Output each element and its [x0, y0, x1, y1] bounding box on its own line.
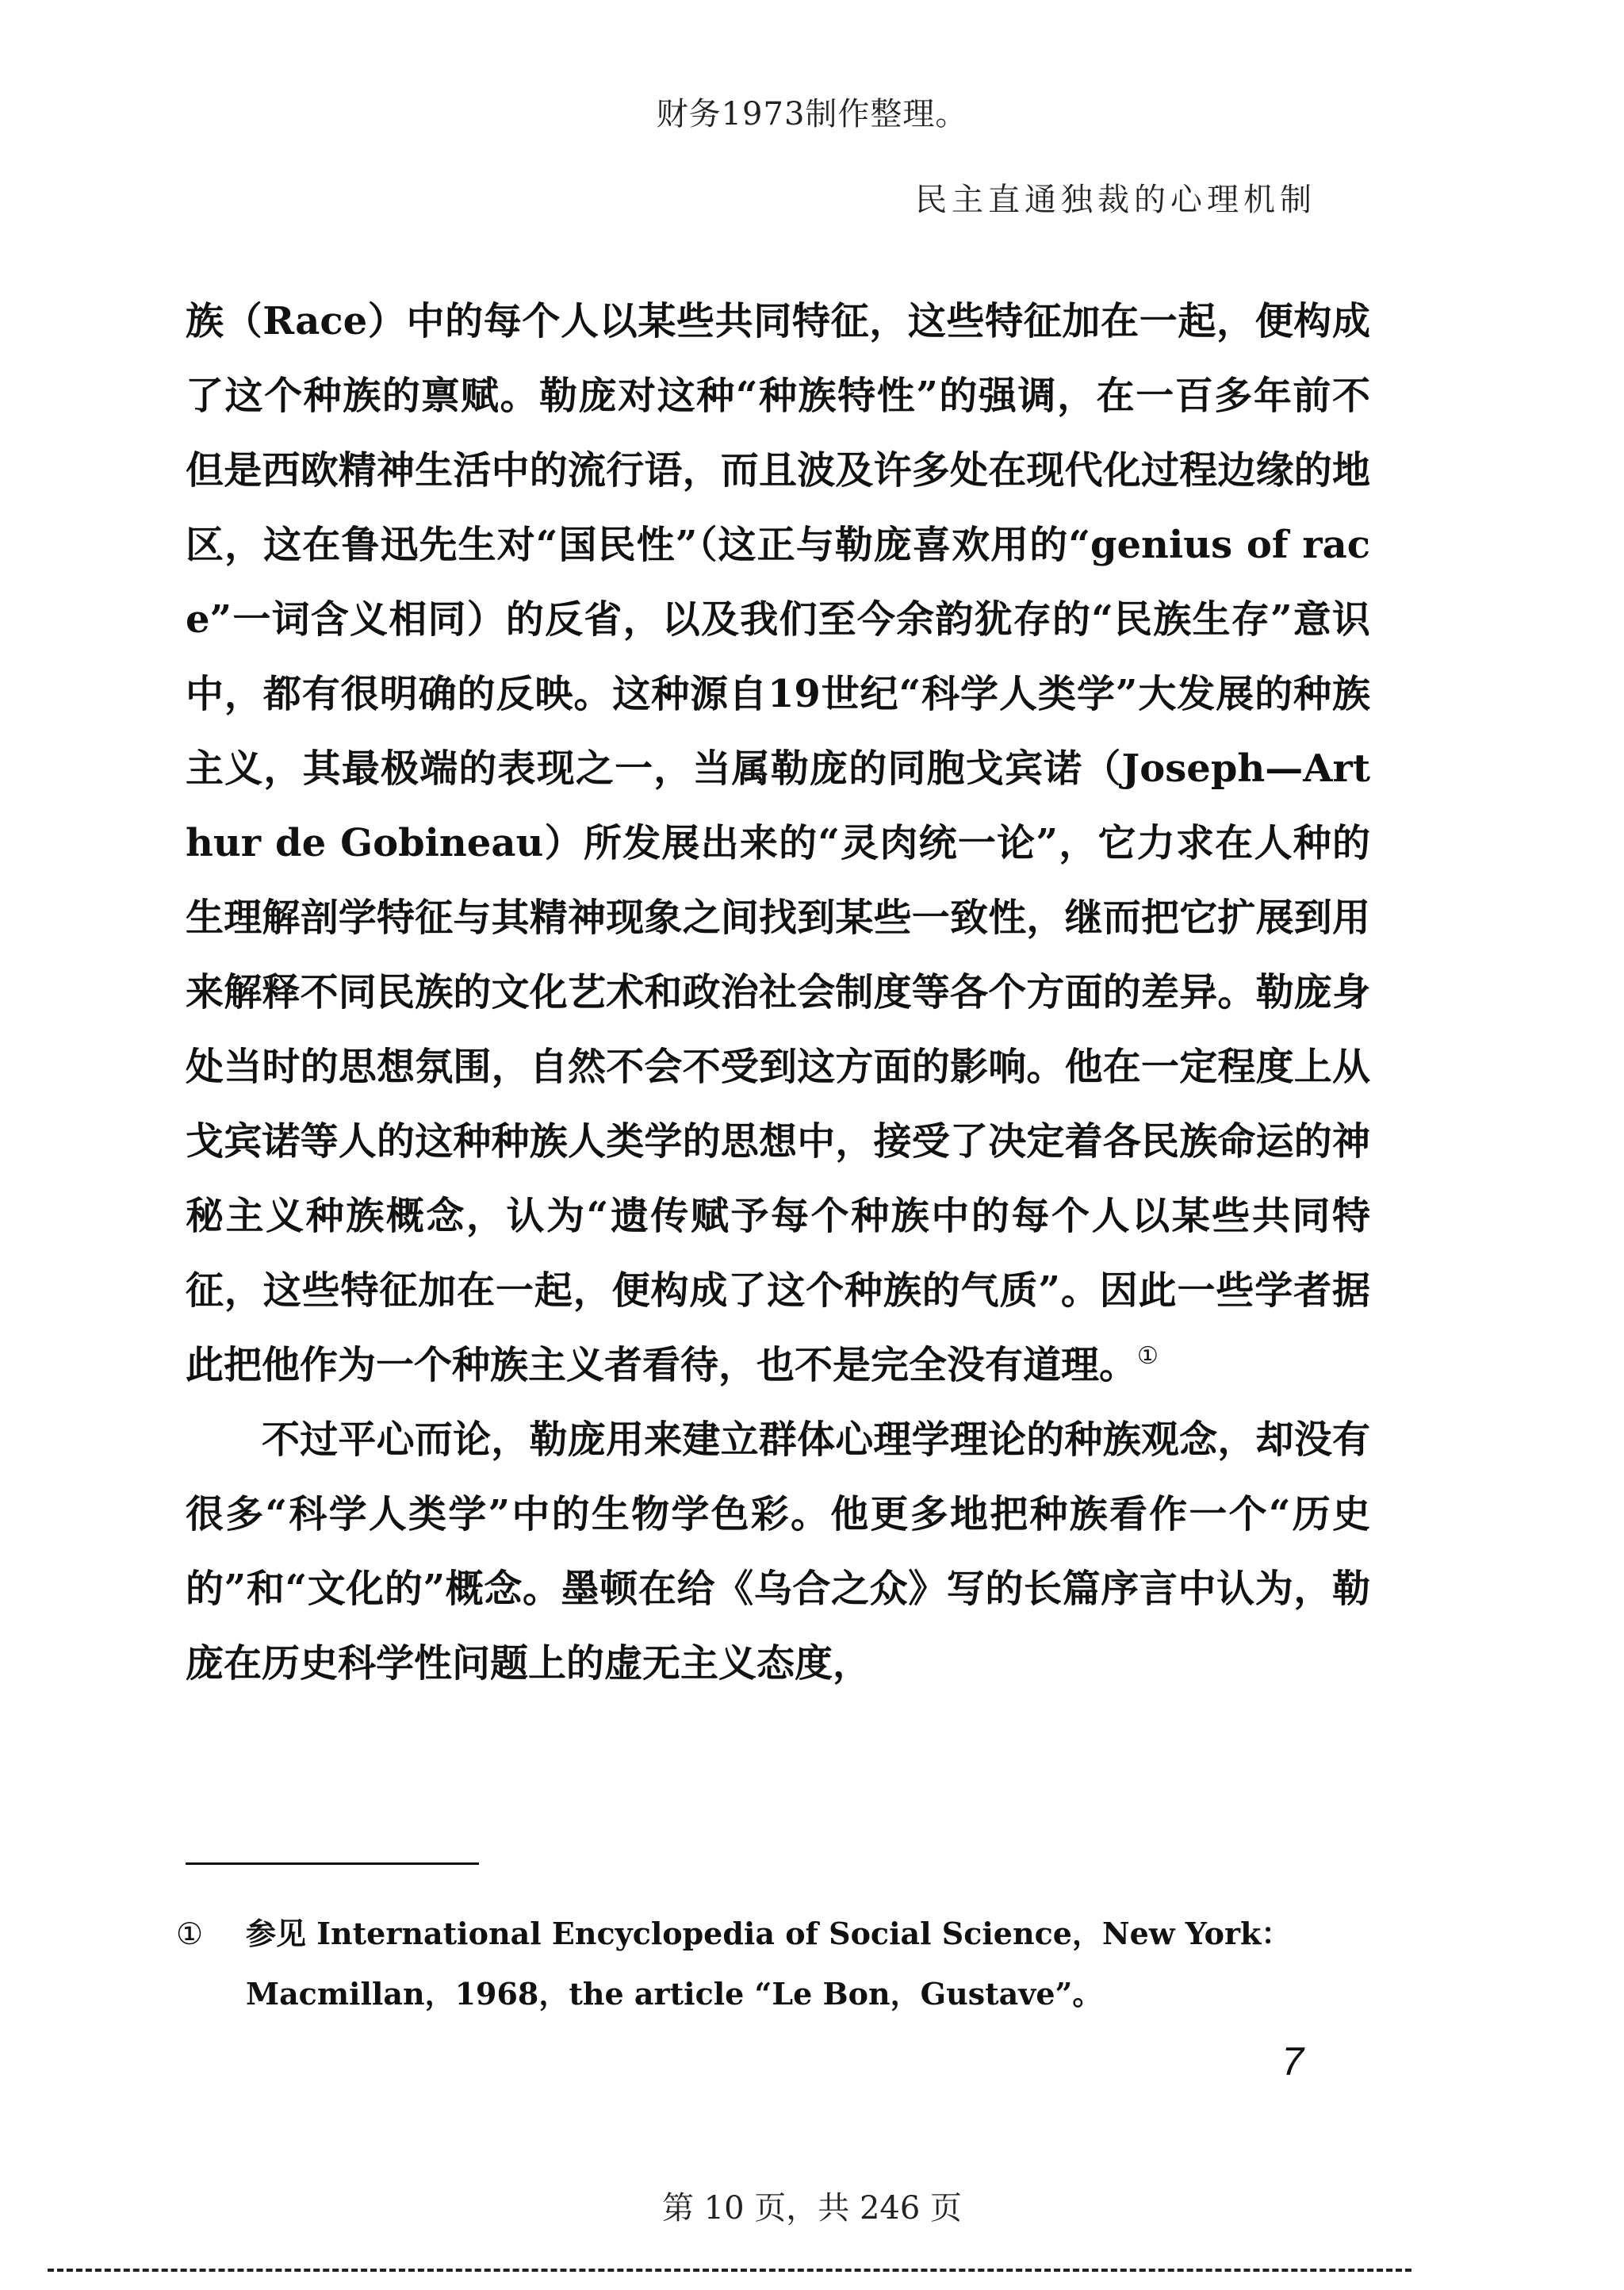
- footnote-text: 参见 International Encyclopedia of Social Science，New York：Macmillan，1968，the article “Le Bon，Gustave”。: [246, 1916, 1292, 2012]
- footnote-divider: [186, 1862, 479, 1865]
- page-number: 7: [1281, 2039, 1304, 2084]
- paragraph-1: [186, 284, 1370, 1402]
- scan-edge-line: [48, 2269, 1411, 2272]
- body-text: [186, 284, 1370, 1701]
- footnote: [176, 1904, 1372, 2024]
- page-count: 第 10 页，共 246 页: [661, 2190, 963, 2227]
- paragraph-2: 不过平心而论，勒庞用来建立群体心理学理论的种族观念，却没有很多“科学人类学”中的生物学色彩。他更多地把种族看作一个“历史的”和“文化的”概念。墨顿在给《乌合之众》写的长篇序言中认为，勒庞在历史科学性问题上的虚无主义态度，: [186, 1417, 1370, 1686]
- paragraph-1-text: 族（Race）中的每个人以某些共同特征，这些特征加在一起，便构成了这个种族的禀赋。勒庞对这种“种族特性”的强调，在一百多年前不但是西欧精神生活中的流行语，而且波及许多处在现代化过程边缘的地区，这在鲁迅先生对“国民性”（这正与勒庞喜欢用的“genius of race”一词含义相同）的反省，以及我们至今余韵犹存的“民族生存”意识中，都有很明确的反映。这种源自19世纪“科学人类学”大发展的种族主义，其最极端的表现之一，当属勒庞的同胞戈宾诺（Joseph—Arthur de Gobineau）所发展出来的“灵肉统一论”，它力求在人种的生理解剖学特征与其精神现象之间找到某些一致性，继而把它扩展到用来解释不同民族的文化艺术和政治社会制度等各个方面的差异。勒庞身处当时的思想氛围，自然不会不受到这方面的影响。他在一定程度上从戈宾诺等人的这种种族人类学的思想中，接受了决定着各民族命运的神秘主义种族概念，认为“遗传赋予每个种族中的每个人以某些共同特征，这些特征加在一起，便构成了这个种族的气质”。因此一些学者据此把他作为一个种族主义者看待，也不是完全没有道理。: [186, 299, 1370, 1387]
- footnote-marker: ①: [176, 1916, 204, 1951]
- watermark: 财务1973制作整理。: [656, 96, 968, 132]
- footnote-reference: ①: [1137, 1342, 1159, 1370]
- running-head: 民主直通独裁的心理机制: [915, 182, 1316, 218]
